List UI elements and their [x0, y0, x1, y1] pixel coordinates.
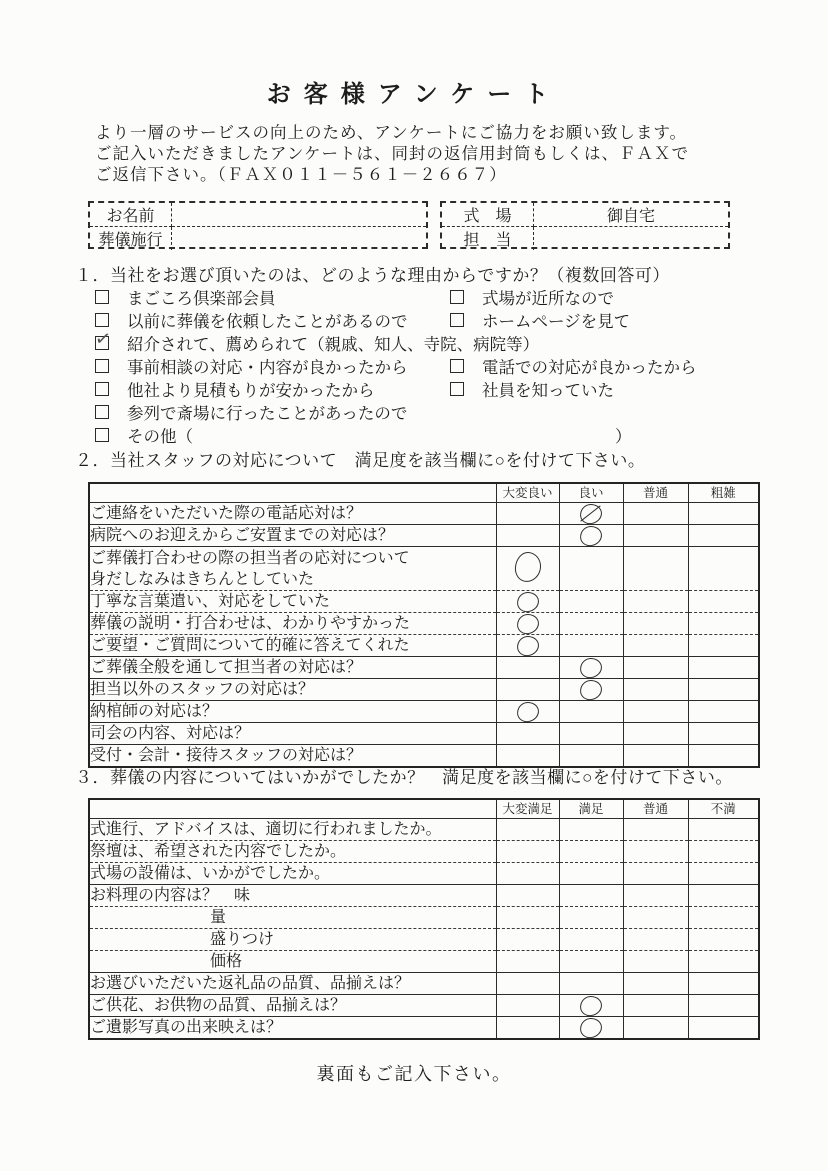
q1-option-phone-response: [450, 354, 697, 378]
q1-row-6: [0, 400, 828, 423]
venue-info-box: [440, 201, 730, 249]
q1-option-pre-consultation: [95, 354, 408, 378]
q3-corner-cell: [89, 799, 496, 819]
form-title: お客様アンケート: [266, 81, 562, 108]
answer-cell: [688, 679, 759, 701]
q2-col-average: 普通: [623, 483, 688, 503]
q3-row-facilities: [89, 863, 759, 885]
q3-heading: ３．葬儀の内容についてはいかがでしたか？ 満足度を該当欄に○を付けて下さい。: [75, 768, 733, 787]
answer-cell: [496, 995, 559, 1017]
q1-option-cheaper-quote: [95, 377, 375, 401]
q2-row-overall-staff: [89, 657, 759, 679]
answer-cell: [559, 547, 623, 591]
option-label: 事前相談の対応・内容が良かったから: [127, 359, 408, 377]
q1-row-7: [0, 423, 828, 446]
q2-header-row: [89, 483, 759, 503]
answer-cell: [559, 885, 623, 907]
option-label: 社員を知っていた: [482, 382, 614, 400]
answer-cell: [559, 525, 623, 547]
name-value-field: [172, 203, 426, 227]
answer-cell: [559, 863, 623, 885]
row-label: 受付・会計・接待スタッフの対応は？: [90, 747, 363, 764]
row-label: ご連絡をいただいた際の電話応対は？: [89, 503, 496, 525]
answer-cell: [496, 679, 559, 701]
q3-header-row: [89, 799, 759, 819]
row-label: お料理の内容は？ 味: [89, 885, 496, 907]
row-label: ご葬儀全般を通して担当者の対応は？: [89, 657, 496, 679]
q2-row-other-staff: [89, 679, 759, 701]
answer-cell: [623, 723, 688, 745]
q1-row-3: [0, 331, 828, 354]
answer-cell: [496, 503, 559, 525]
q3-row-food-price: [89, 951, 759, 973]
answer-cell: [559, 973, 623, 995]
q2-row-phone: [89, 503, 759, 525]
row-label: 祭壇は、希望された内容でしたか。: [89, 841, 496, 863]
row-label-line2: 身だしなみはきちんとしていた: [90, 570, 315, 588]
q3-row-return-gifts: [89, 973, 759, 995]
answer-cell: [559, 819, 623, 841]
checkbox-checked-icon: [95, 336, 109, 350]
answer-cell: [688, 1017, 759, 1040]
q2-staff-rating-table: [88, 482, 760, 768]
checkbox-icon: [450, 290, 464, 304]
q2-row-explanation: [89, 613, 759, 635]
answer-cell: [623, 657, 688, 679]
q2-heading: ２．当社スタッフの対応について 満足度を該当欄に○を付けて下さい。: [75, 451, 646, 470]
venue-label: 式 場: [442, 203, 534, 227]
option-label: 電話での対応が良かったから: [482, 359, 697, 377]
q2-col-good: 良い: [559, 483, 623, 503]
answer-cell: [623, 591, 688, 613]
funeral-value-field: [172, 227, 426, 250]
answer-cell: [496, 973, 559, 995]
answer-cell: [688, 929, 759, 951]
answer-cell: [496, 613, 559, 635]
row-label: ご供花、お供物の品質、品揃えは？: [89, 995, 496, 1017]
answer-cell: [496, 635, 559, 657]
answer-cell: [688, 547, 759, 591]
q3-col-very-satisfied: 大変満足: [496, 799, 559, 819]
answer-cell: [623, 929, 688, 951]
row-label: 司会の内容、対応は？: [89, 723, 496, 745]
answer-cell: [623, 951, 688, 973]
checkbox-icon: [95, 359, 109, 373]
answer-cell: [623, 841, 688, 863]
checkbox-icon: [450, 382, 464, 396]
answer-cell: [688, 907, 759, 929]
q2-row-grooming: [89, 547, 759, 591]
checkbox-icon: [95, 290, 109, 304]
answer-cell: [688, 613, 759, 635]
q3-row-altar: [89, 841, 759, 863]
answer-cell: [688, 525, 759, 547]
option-label: 参列で斎場に行ったことがあったので: [127, 405, 408, 423]
q3-row-portrait: [89, 1017, 759, 1040]
row-label: 量: [89, 907, 496, 929]
q3-content-rating-table: [88, 798, 760, 1040]
answer-cell: [688, 657, 759, 679]
q3-col-dissatisfied: 不満: [688, 799, 759, 819]
answer-cell: [688, 973, 759, 995]
footer-note: 裏面もご記入下さい。: [316, 1064, 512, 1084]
intro-line-3: ご返信下さい。（ＦＡＸ０１１－５６１－２６６７）: [95, 166, 507, 184]
row-label: 式場の設備は、いかがでしたか。: [89, 863, 496, 885]
answer-cell: [559, 995, 623, 1017]
staff-value-field: [534, 227, 728, 250]
answer-cell: [688, 841, 759, 863]
answer-cell: [559, 635, 623, 657]
q2-row-mc: [89, 723, 759, 745]
name-info-box: [88, 201, 428, 249]
q1-option-attended-hall: [95, 400, 407, 424]
answer-cell: [559, 701, 623, 723]
option-label: 式場が近所なので: [482, 290, 614, 308]
q2-corner-cell: [89, 483, 496, 503]
other-close-paren: ）: [615, 428, 632, 446]
q2-row-pickup: [89, 525, 759, 547]
q1-option-homepage: [450, 308, 630, 332]
answer-cell: [623, 679, 688, 701]
answer-cell: [623, 547, 688, 591]
answer-cell: [623, 885, 688, 907]
answer-cell: [559, 679, 623, 701]
checkbox-icon: [450, 359, 464, 373]
q1-option-magokoro: [95, 285, 276, 309]
answer-cell: [496, 951, 559, 973]
answer-cell: [496, 885, 559, 907]
row-label: 丁寧な言葉遣い、対応をしていた: [89, 591, 496, 613]
q1-option-referred: [95, 331, 539, 355]
answer-cell: [688, 723, 759, 745]
intro-line-2: ご記入いただきましたアンケートは、同封の返信用封筒もしくは、ＦＡＸで: [95, 145, 690, 163]
q2-col-excellent: 大変良い: [496, 483, 559, 503]
row-label: 盛りつけ: [89, 929, 496, 951]
q1-option-previous-funeral: [95, 308, 408, 332]
answer-cell: [496, 907, 559, 929]
answer-cell: [688, 591, 759, 613]
answer-cell: [559, 591, 623, 613]
answer-cell: [559, 929, 623, 951]
venue-value: 御自宅: [534, 203, 728, 227]
answer-cell: [688, 701, 759, 723]
checkbox-icon: [95, 313, 109, 327]
q3-col-satisfied: 満足: [559, 799, 623, 819]
q1-option-venue-near: [450, 285, 614, 309]
answer-cell: [559, 907, 623, 929]
name-label: お名前: [90, 203, 172, 227]
q3-row-food-quantity: [89, 907, 759, 929]
q1-row-4: [0, 354, 828, 377]
q3-row-flowers: [89, 995, 759, 1017]
answer-cell: [688, 819, 759, 841]
q1-option-knew-employee: [450, 377, 614, 401]
funeral-label: 葬儀施行: [90, 227, 172, 250]
answer-cell: [623, 819, 688, 841]
row-label: 葬儀の説明・打合わせは、わかりやすかった: [89, 613, 496, 635]
option-label: まごころ倶楽部会員: [127, 290, 276, 308]
checkbox-icon: [95, 382, 109, 396]
answer-cell: [496, 1017, 559, 1040]
checkbox-icon: [95, 428, 109, 442]
answer-cell: [496, 701, 559, 723]
answer-cell: [496, 657, 559, 679]
answer-cell: [688, 995, 759, 1017]
q1-row-5: [0, 377, 828, 400]
answer-cell: [623, 863, 688, 885]
answer-cell: [559, 723, 623, 745]
row-label-line1: ご葬儀打合わせの際の担当者の応対について: [90, 549, 410, 567]
answer-cell: [623, 907, 688, 929]
option-label: 他社より見積もりが安かったから: [127, 382, 375, 400]
answer-cell: [688, 503, 759, 525]
answer-cell: [559, 951, 623, 973]
intro-paragraph: [95, 123, 755, 186]
answer-cell: [496, 841, 559, 863]
option-label: その他（: [127, 428, 193, 446]
option-label: 以前に葬儀を依頼したことがあるので: [127, 313, 408, 331]
row-label: 価格: [89, 951, 496, 973]
row-label: ご遺影写真の出来映えは？: [90, 1019, 283, 1036]
answer-cell: [623, 995, 688, 1017]
answer-cell: [496, 863, 559, 885]
answer-cell: [623, 613, 688, 635]
staff-label: 担 当: [442, 227, 534, 250]
row-label: 病院へのお迎えからご安置までの対応は？: [89, 525, 496, 547]
q1-option-other: [95, 423, 193, 447]
q1-row-2: [0, 308, 828, 331]
answer-cell: [623, 1017, 688, 1040]
row-label: お選びいただいた返礼品の品質、品揃えは？: [89, 973, 496, 995]
intro-line-1: より一層のサービスの向上のため、アンケートにご協力をお願い致します。: [95, 124, 688, 142]
answer-cell: [559, 1017, 623, 1040]
option-label: 紹介されて、薦められて（親戚、知人、寺院、病院等）: [127, 336, 540, 354]
row-label: 式進行、アドバイスは、適切に行われましたか。: [89, 819, 496, 841]
q3-row-food-presentation: [89, 929, 759, 951]
answer-cell: [623, 635, 688, 657]
answer-cell: [559, 613, 623, 635]
row-label: 担当以外のスタッフの対応は？: [89, 679, 496, 701]
answer-cell: [559, 841, 623, 863]
answer-cell: [559, 657, 623, 679]
q2-col-poor: 粗雑: [688, 483, 759, 503]
answer-cell: [496, 929, 559, 951]
q2-row-politeness: [89, 591, 759, 613]
q2-row-questions: [89, 635, 759, 657]
answer-cell: [623, 973, 688, 995]
row-label: [89, 547, 496, 591]
answer-cell: [559, 503, 623, 525]
answer-cell: [688, 863, 759, 885]
answer-cell: [496, 525, 559, 547]
answer-cell: [688, 951, 759, 973]
answer-cell: [496, 591, 559, 613]
answer-cell: [623, 701, 688, 723]
row-label: 納棺師の対応は？: [89, 701, 496, 723]
q3-row-food-taste: [89, 885, 759, 907]
answer-cell: [688, 635, 759, 657]
option-label: ホームページを見て: [482, 313, 631, 331]
q2-row-mortician: [89, 701, 759, 723]
answer-cell: [496, 547, 559, 591]
checkbox-icon: [450, 313, 464, 327]
answer-cell: [496, 819, 559, 841]
answer-cell: [623, 503, 688, 525]
answer-cell: [623, 525, 688, 547]
answer-cell: [688, 885, 759, 907]
checkbox-icon: [95, 405, 109, 419]
q3-col-average: 普通: [623, 799, 688, 819]
q1-row-1: [0, 285, 828, 308]
q1-heading: １．当社をお選び頂いたのは、どのような理由からですか？（複数回答可）: [75, 266, 670, 285]
answer-cell: [496, 723, 559, 745]
row-label: ご要望・ご質問について的確に答えてくれた: [89, 635, 496, 657]
q3-row-proceedings: [89, 819, 759, 841]
